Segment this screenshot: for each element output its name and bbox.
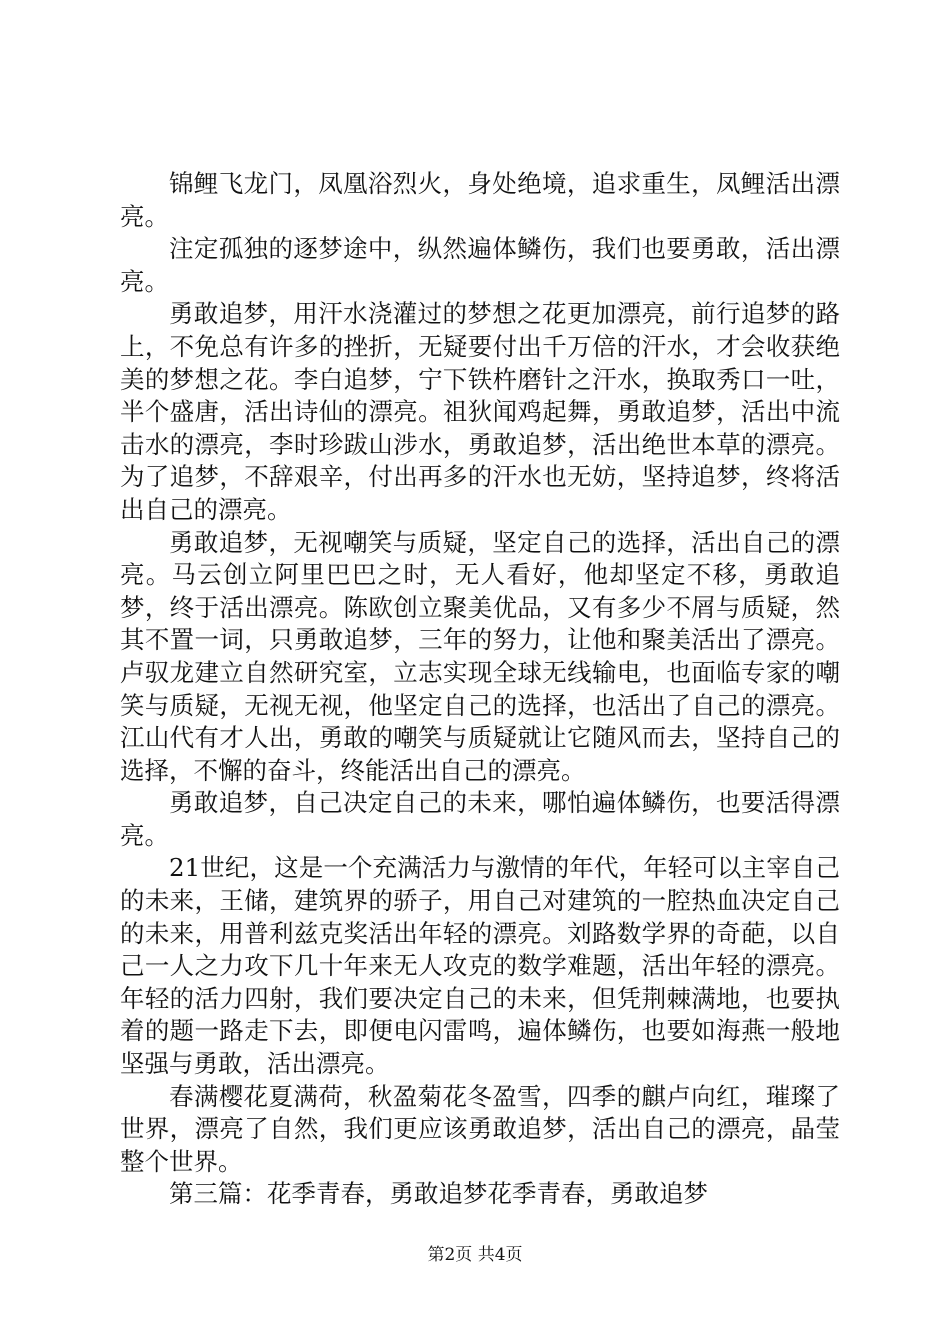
- paragraph: 勇敢追梦，用汗水浇灌过的梦想之花更加漂亮，前行追梦的路上，不免总有许多的挫折，无疑要付出千万倍的汗水，才会收获绝美的梦想之花。李白追梦，宁下铁杵磨针之汗水，换取秀口一吐，半个盛唐，活出诗仙的漂亮。祖狄闻鸡起舞，勇敢追梦，活出中流击水的漂亮，李时珍跋山涉水，勇敢追梦，活出绝世本草的漂亮。为了追梦，不辞艰辛，付出再多的汗水也无妨，坚持追梦，终将活出自己的漂亮。: [120, 299, 840, 524]
- page-indicator: 第2页 共4页: [427, 1245, 523, 1265]
- paragraph: 勇敢追梦，自己决定自己的未来，哪怕遍体鳞伤，也要活得漂亮。: [120, 788, 840, 850]
- paragraph: 春满樱花夏满荷，秋盈菊花冬盈雪，四季的麒卢向红，璀璨了世界，漂亮了自然，我们更应该勇敢追梦，活出自己的漂亮，晶莹整个世界。: [120, 1081, 840, 1176]
- page-footer: [0, 1244, 950, 1266]
- section-heading: 第三篇：花季青春，勇敢追梦花季青春，勇敢追梦: [169, 1179, 708, 1209]
- paragraph: 注定孤独的逐梦途中，纵然遍体鳞伤，我们也要勇敢，活出漂亮。: [120, 234, 840, 296]
- body-text: [120, 168, 840, 1211]
- paragraph: 勇敢追梦，无视嘲笑与质疑，坚定自己的选择，活出自己的漂亮。马云创立阿里巴巴之时，无人看好，他却坚定不移，勇敢追梦，终于活出漂亮。陈欧创立聚美优品，又有多少不屑与质疑，然其不置一词，只勇敢追梦，三年的努力，让他和聚美活出了漂亮。卢驭龙建立自然研究室，立志实现全球无线输电，也面临专家的嘲笑与质疑，无视无视，他坚定自己的选择，也活出了自己的漂亮。江山代有才人出，勇敢的嘲笑与质疑就让它随风而去，坚持自己的选择，不懈的奋斗，终能活出自己的漂亮。: [120, 527, 840, 785]
- paragraph: 锦鲤飞龙门，凤凰浴烈火，身处绝境，追求重生，凤鲤活出漂亮。: [120, 169, 840, 231]
- paragraph: 21世纪，这是一个充满活力与激情的年代，年轻可以主宰自己的未来，王储，建筑界的骄子，用自己对建筑的一腔热血决定自己的未来，用普利兹克奖活出年轻的漂亮。刘路数学界的奇葩，以自己一人之力攻下几十年来无人攻克的数学难题，活出年轻的漂亮。年轻的活力四射，我们要决定自己的未来，但凭荆棘满地，也要执着的题一路走下去，即便电闪雷鸣，遍体鳞伤，也要如海燕一般地坚强与勇敢，活出漂亮。: [120, 853, 840, 1079]
